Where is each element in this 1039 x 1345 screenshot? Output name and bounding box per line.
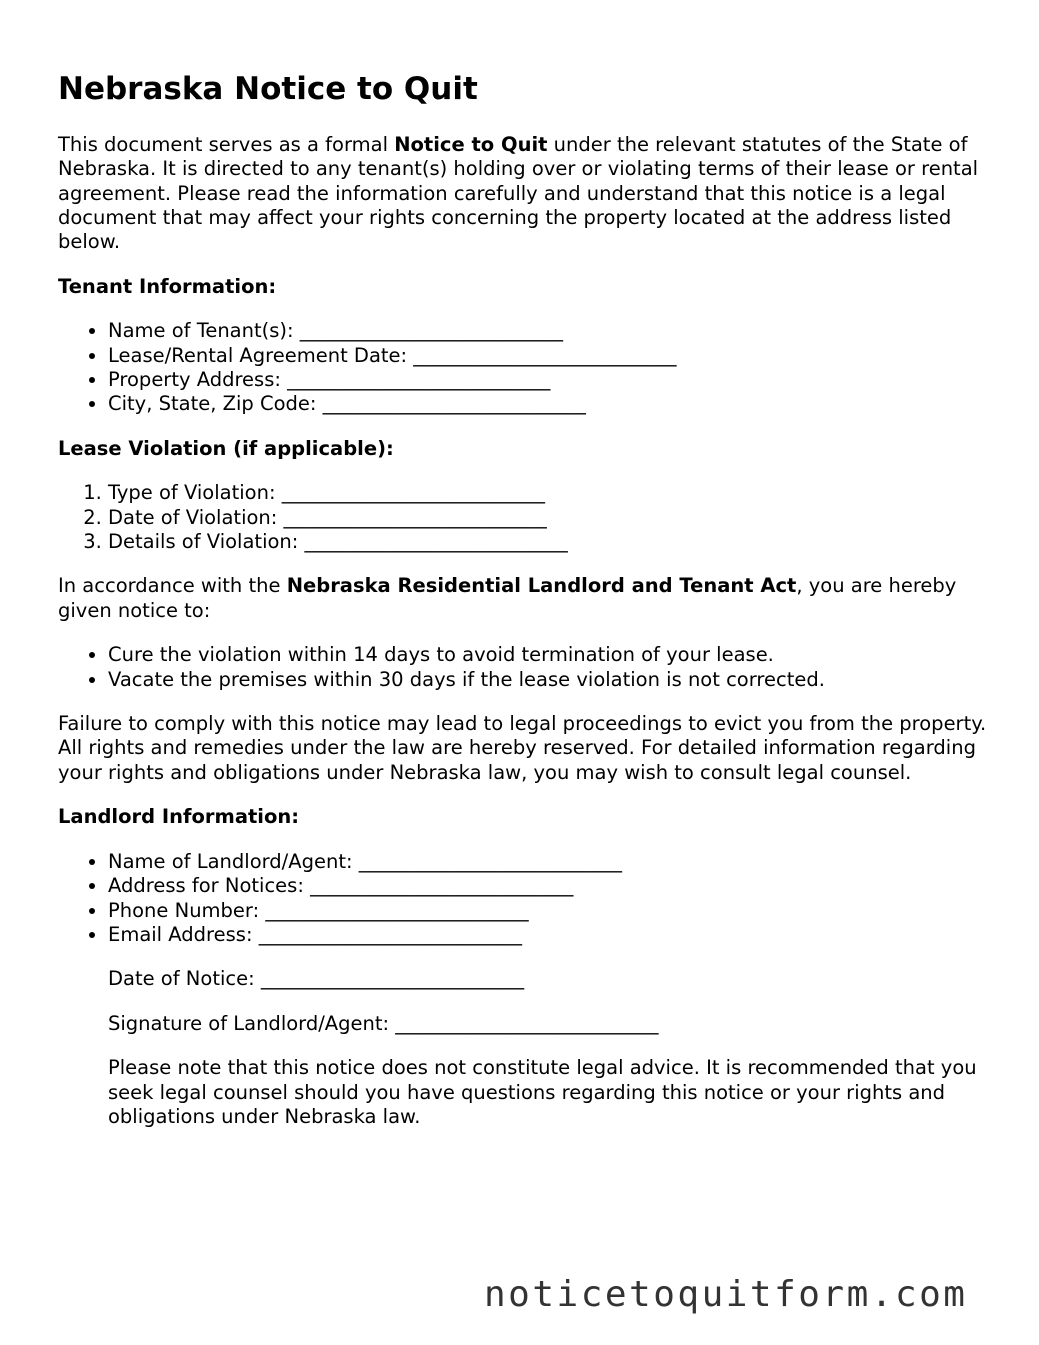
footer-watermark: noticetoquitform.com <box>484 1274 968 1315</box>
disclaimer-paragraph: Please note that this notice does not constitute legal advice. It is recommended that you seek legal counsel should you have questions regarding this notice or your rights and obligations under Nebraska law. <box>108 1056 977 1128</box>
landlord-list <box>58 850 988 948</box>
intro-text-bold: Notice to Quit <box>394 132 548 156</box>
violation-date-field: 2. Date of Violation: ___________________________ <box>108 506 988 530</box>
date-of-notice-field: Date of Notice: ___________________________ <box>108 967 525 991</box>
notice-item-vacate: • Vacate the premises within 30 days if the lease violation is not corrected. <box>108 668 988 692</box>
intro-text-before: This document serves as a formal <box>58 132 395 156</box>
intro-text-after: under the relevant statutes of the State of Nebraska. It is directed to any tenant(s) holding over or violating terms of their lease or rental agreement. Please read the information carefully and understand that this notice is a legal document that may affect your rights concerning the property located at the address listed below. <box>58 132 979 254</box>
accordance-paragraph <box>58 574 988 623</box>
landlord-heading: Landlord Information: <box>58 805 300 829</box>
notice-list <box>58 643 988 692</box>
document-page <box>58 70 988 1129</box>
signature-field: Signature of Landlord/Agent: ___________________________ <box>108 1011 659 1035</box>
intro-paragraph <box>58 133 988 255</box>
property-address-field: • Property Address: ___________________________ <box>108 368 988 392</box>
page-title: Nebraska Notice to Quit <box>58 71 478 107</box>
accordance-text-bold: Nebraska Residential Landlord and Tenant Act <box>286 574 797 598</box>
tenant-name-field: • Name of Tenant(s): ___________________________ <box>108 319 988 343</box>
accordance-text-after: , you are hereby given notice to: <box>58 574 957 622</box>
violation-type-field: 1. Type of Violation: ___________________________ <box>108 481 988 505</box>
notice-address-field: • Address for Notices: ___________________________ <box>108 874 988 898</box>
tenant-list <box>58 319 988 417</box>
violation-heading: Lease Violation (if applicable): <box>58 436 394 460</box>
failure-paragraph: Failure to comply with this notice may lead to legal proceedings to evict you from the property. All rights and remedies under the law are hereby reserved. For detailed information regarding your rights and obligations under Nebraska law, you may wish to consult legal counsel. <box>58 712 987 784</box>
accordance-text-before: In accordance with the <box>58 574 287 598</box>
phone-number-field: • Phone Number: ___________________________ <box>108 899 988 923</box>
violation-details-field: 3. Details of Violation: ___________________________ <box>108 530 988 554</box>
city-state-zip-field: • City, State, Zip Code: ___________________________ <box>108 392 988 416</box>
notice-item-cure: • Cure the violation within 14 days to avoid termination of your lease. <box>108 643 988 667</box>
lease-date-field: • Lease/Rental Agreement Date: ___________________________ <box>108 344 988 368</box>
email-address-field: • Email Address: ___________________________ <box>108 923 988 947</box>
landlord-name-field: • Name of Landlord/Agent: ___________________________ <box>108 850 988 874</box>
violation-list <box>58 481 988 554</box>
tenant-heading: Tenant Information: <box>58 274 277 298</box>
